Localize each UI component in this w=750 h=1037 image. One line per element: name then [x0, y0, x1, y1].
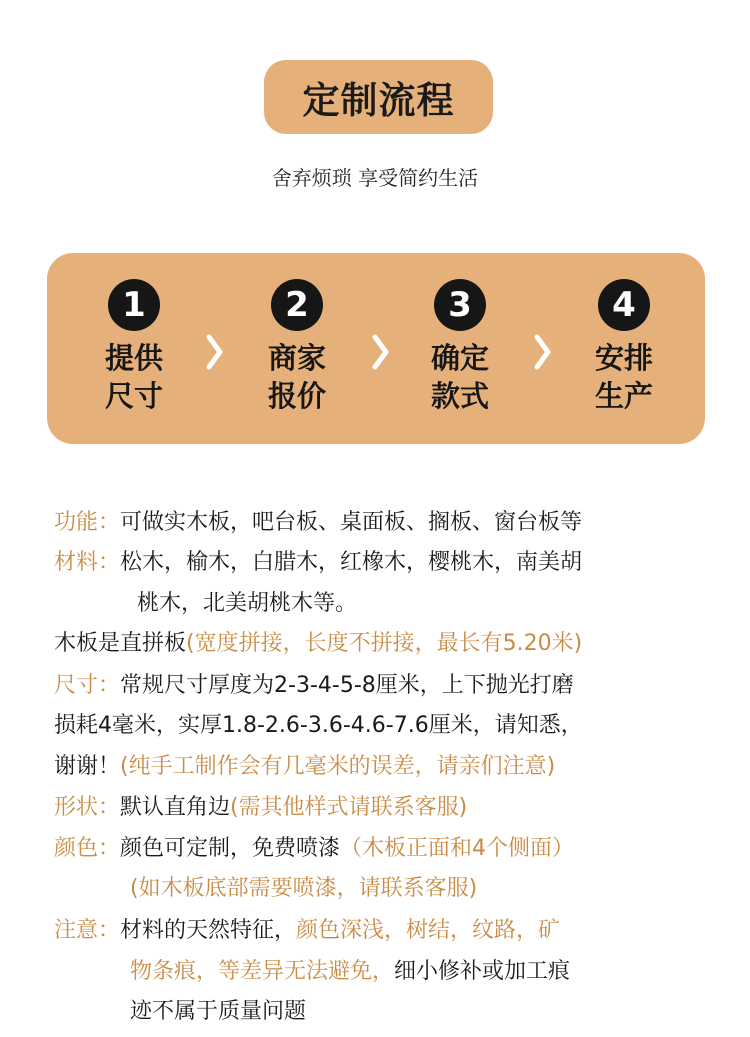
- notice-row-3: [130, 997, 306, 1027]
- step-label-line2: 款式: [430, 379, 489, 413]
- notice-row: [54, 916, 560, 946]
- notice-note-2: 物条痕，等差异无法避免，: [130, 959, 395, 984]
- chevron-right-icon: [205, 333, 225, 371]
- notice-note: 颜色深浅，树结，纹路，矿: [296, 918, 561, 943]
- size-text-2: 损耗4毫米，实厚1.8-2.6-3.6-4.6-7.6厘米，请知悉，: [54, 713, 583, 738]
- chevron-right-icon: [371, 333, 391, 371]
- shape-note: (需其他样式请联系客服): [230, 795, 468, 820]
- step-4: [579, 279, 669, 415]
- notice-text: 材料的天然特征，: [120, 918, 297, 943]
- step-label-line1: 确定: [430, 341, 489, 375]
- step-label-line2: 尺寸: [104, 379, 163, 413]
- color-note-continued: (如木板底部需要喷漆，请联系客服): [130, 876, 478, 901]
- step-2: [252, 279, 342, 415]
- function-text: 可做实木板，吧台板、桌面板、搁板、窗台板等: [120, 510, 583, 535]
- step-label-line1: 安排: [594, 341, 653, 375]
- size-text-3: 谢谢！: [54, 754, 121, 779]
- page-title: 定制流程: [302, 79, 455, 122]
- step-label-line2: 生产: [594, 379, 653, 413]
- color-row: [54, 834, 574, 864]
- chevron-right-icon: [533, 333, 553, 371]
- size-label: 尺寸：: [54, 673, 121, 698]
- notice-text-2: 细小修补或加工痕: [394, 959, 571, 984]
- notice-row-2: [130, 957, 570, 987]
- step-number-badge: 1: [108, 279, 160, 331]
- step-label: [431, 339, 489, 415]
- shape-text: 默认直角边: [120, 795, 231, 820]
- material-label: 材料：: [54, 550, 121, 575]
- size-row-3: [54, 752, 555, 782]
- material-text-continued: 桃木，北美胡桃木等。: [137, 591, 358, 616]
- size-row-2: [54, 711, 583, 741]
- color-text: 颜色可定制，免费喷漆: [120, 836, 341, 861]
- step-number-badge: 2: [271, 279, 323, 331]
- function-label: 功能：: [54, 510, 121, 535]
- title-badge: [264, 60, 493, 134]
- material-row: [54, 548, 582, 578]
- material-text: 松木，榆木，白腊木，红橡木，樱桃木，南美胡: [120, 550, 583, 575]
- color-label: 颜色：: [54, 836, 121, 861]
- step-label: [595, 339, 653, 415]
- board-row: [54, 629, 582, 659]
- function-row: [54, 508, 582, 538]
- size-note: (纯手工制作会有几毫米的误差，请亲们注意): [120, 754, 556, 779]
- process-steps-panel: [47, 253, 705, 444]
- step-3: [415, 279, 505, 415]
- board-text: 木板是直拼板: [54, 631, 187, 656]
- step-label-line1: 商家: [267, 341, 326, 375]
- shape-label: 形状：: [54, 795, 121, 820]
- notice-label: 注意：: [54, 918, 121, 943]
- color-note: （木板正面和4个侧面）: [340, 836, 575, 861]
- material-row-continued: [137, 589, 357, 619]
- notice-text-3: 迹不属于质量问题: [130, 999, 307, 1024]
- step-number-badge: 4: [598, 279, 650, 331]
- shape-row: [54, 793, 467, 823]
- step-1: [89, 279, 179, 415]
- step-number-badge: 3: [434, 279, 486, 331]
- step-label: [105, 339, 163, 415]
- step-label-line2: 报价: [267, 379, 326, 413]
- size-text: 常规尺寸厚度为2-3-4-5-8厘米，上下抛光打磨: [120, 673, 574, 698]
- size-row: [54, 671, 574, 701]
- board-note: (宽度拼接，长度不拼接，最长有5.20米): [186, 631, 583, 656]
- page-subtitle: 舍弃烦琐 享受简约生活: [271, 166, 479, 190]
- color-row-continued: [130, 874, 477, 904]
- step-label: [268, 339, 326, 415]
- step-label-line1: 提供: [104, 341, 163, 375]
